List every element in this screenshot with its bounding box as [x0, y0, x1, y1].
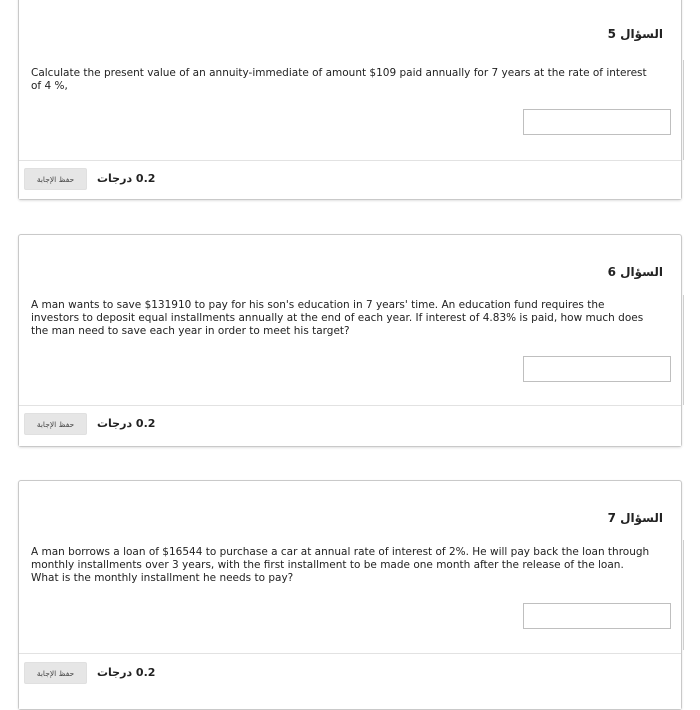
question-card-7	[18, 480, 682, 710]
page-edge-line	[683, 60, 684, 160]
question-card-5	[18, 0, 682, 200]
grade-label: 0.2 درجات	[97, 666, 156, 679]
grade-label: 0.2 درجات	[97, 417, 156, 430]
grade-label: 0.2 درجات	[97, 172, 156, 185]
question-footer	[19, 160, 681, 199]
save-answer-button[interactable]: حفظ الإجابة	[24, 413, 87, 435]
answer-input[interactable]	[523, 109, 671, 135]
page-edge-line	[683, 540, 684, 650]
save-answer-button[interactable]: حفظ الإجابة	[24, 168, 87, 190]
question-text: Calculate the present value of an annuity-immediate of amount $109 paid annually for 7 years at the rate of interest of 4 %,	[31, 67, 647, 92]
question-title: السؤال 6	[607, 265, 663, 279]
question-title: السؤال 7	[607, 511, 663, 525]
question-footer	[19, 405, 681, 446]
question-title: السؤال 5	[607, 27, 663, 41]
question-card-6	[18, 234, 682, 447]
question-footer	[19, 653, 681, 709]
answer-input[interactable]	[523, 603, 671, 629]
page-edge-line	[683, 295, 684, 405]
answer-input[interactable]	[523, 356, 671, 382]
question-text: A man wants to save $131910 to pay for his son's education in 7 years' time. An education fund requires the investors to deposit equal installments annually at the end of each year. If interest of 4.83% is paid, how much does the man need to save each year in order to meet his target?	[31, 299, 644, 337]
question-text: A man borrows a loan of $16544 to purchase a car at annual rate of interest of 2%. He will pay back the loan through monthly installments over 3 years, with the first installment to be made one month after the release of the loan. What is the monthly installment he needs to pay?	[31, 546, 650, 584]
save-answer-button[interactable]: حفظ الإجابة	[24, 662, 87, 684]
